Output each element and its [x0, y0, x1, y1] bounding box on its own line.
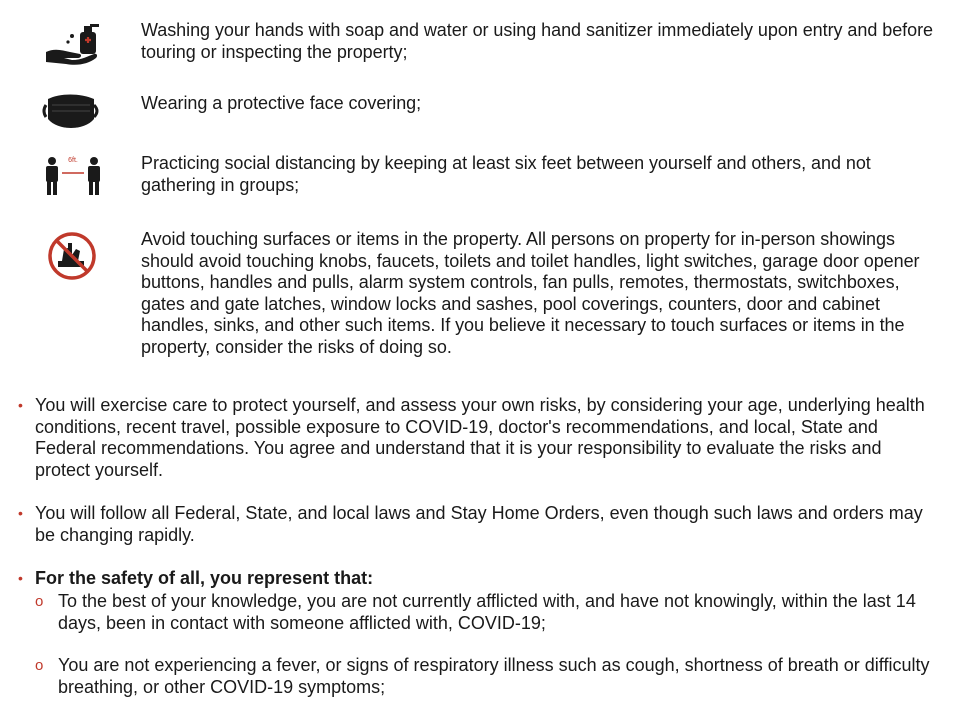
bullet-marker: • — [18, 397, 23, 413]
no-touch-icon — [44, 229, 108, 285]
sub-item-text: You are not experiencing a fever, or signs of respiratory illness such as cough, shortness of breath or difficulty breathing, or other COVID-19 symptoms; — [58, 655, 930, 697]
precaution-text: Washing your hands with soap and water or using hand sanitizer immediately upon entry and before touring or inspecting the property; — [141, 20, 933, 62]
bullet-text: You will exercise care to protect yourself, and assess your own risks, by considering your age, underlying health conditions, recent travel, possible exposure to COVID-19, doctor's recommendations, and local, State and Federal recommendations. You agree and understand that it is your responsibility to evaluate the risks and protect yourself. — [35, 395, 925, 480]
precaution-text: Practicing social distancing by keeping at least six feet between yourself and others, and not gathering in groups; — [141, 153, 871, 195]
distance-label: 6ft. — [68, 157, 78, 164]
bullet-marker: • — [18, 505, 23, 521]
sub-item-marker: o — [35, 657, 44, 674]
social-distance-icon — [40, 153, 104, 209]
precaution-text: Wearing a protective face covering; — [141, 93, 422, 113]
bullet-marker: • — [18, 570, 23, 586]
precaution-text: Avoid touching surfaces or items in the property. All persons on property for in-person showings should avoid touching knobs, faucets, toilets and toilet handles, light switches, garage door opener buttons, handles and pulls, alarm system controls, fan pulls, remotes, thermostats, switchboxes, gates and gate latches, window locks and sashes, pool coverings, counters, door and cabinet handles, sinks, and other such items. If you believe it necessary to touch surfaces or items in the property, consider the risks of doing so. — [141, 229, 920, 357]
bullet-heading: For the safety of all, you represent that: — [35, 568, 374, 588]
face-mask-icon — [40, 89, 104, 145]
hand-sanitizer-icon — [42, 22, 106, 78]
sub-item-marker: o — [35, 593, 44, 610]
bullet-text: You will follow all Federal, State, and local laws and Stay Home Orders, even though such laws and orders may be changing rapidly. — [35, 503, 923, 545]
sub-item-text: To the best of your knowledge, you are not currently afflicted with, and have not knowingly, within the last 14 days, been in contact with someone afflicted with, COVID-19; — [58, 591, 916, 633]
